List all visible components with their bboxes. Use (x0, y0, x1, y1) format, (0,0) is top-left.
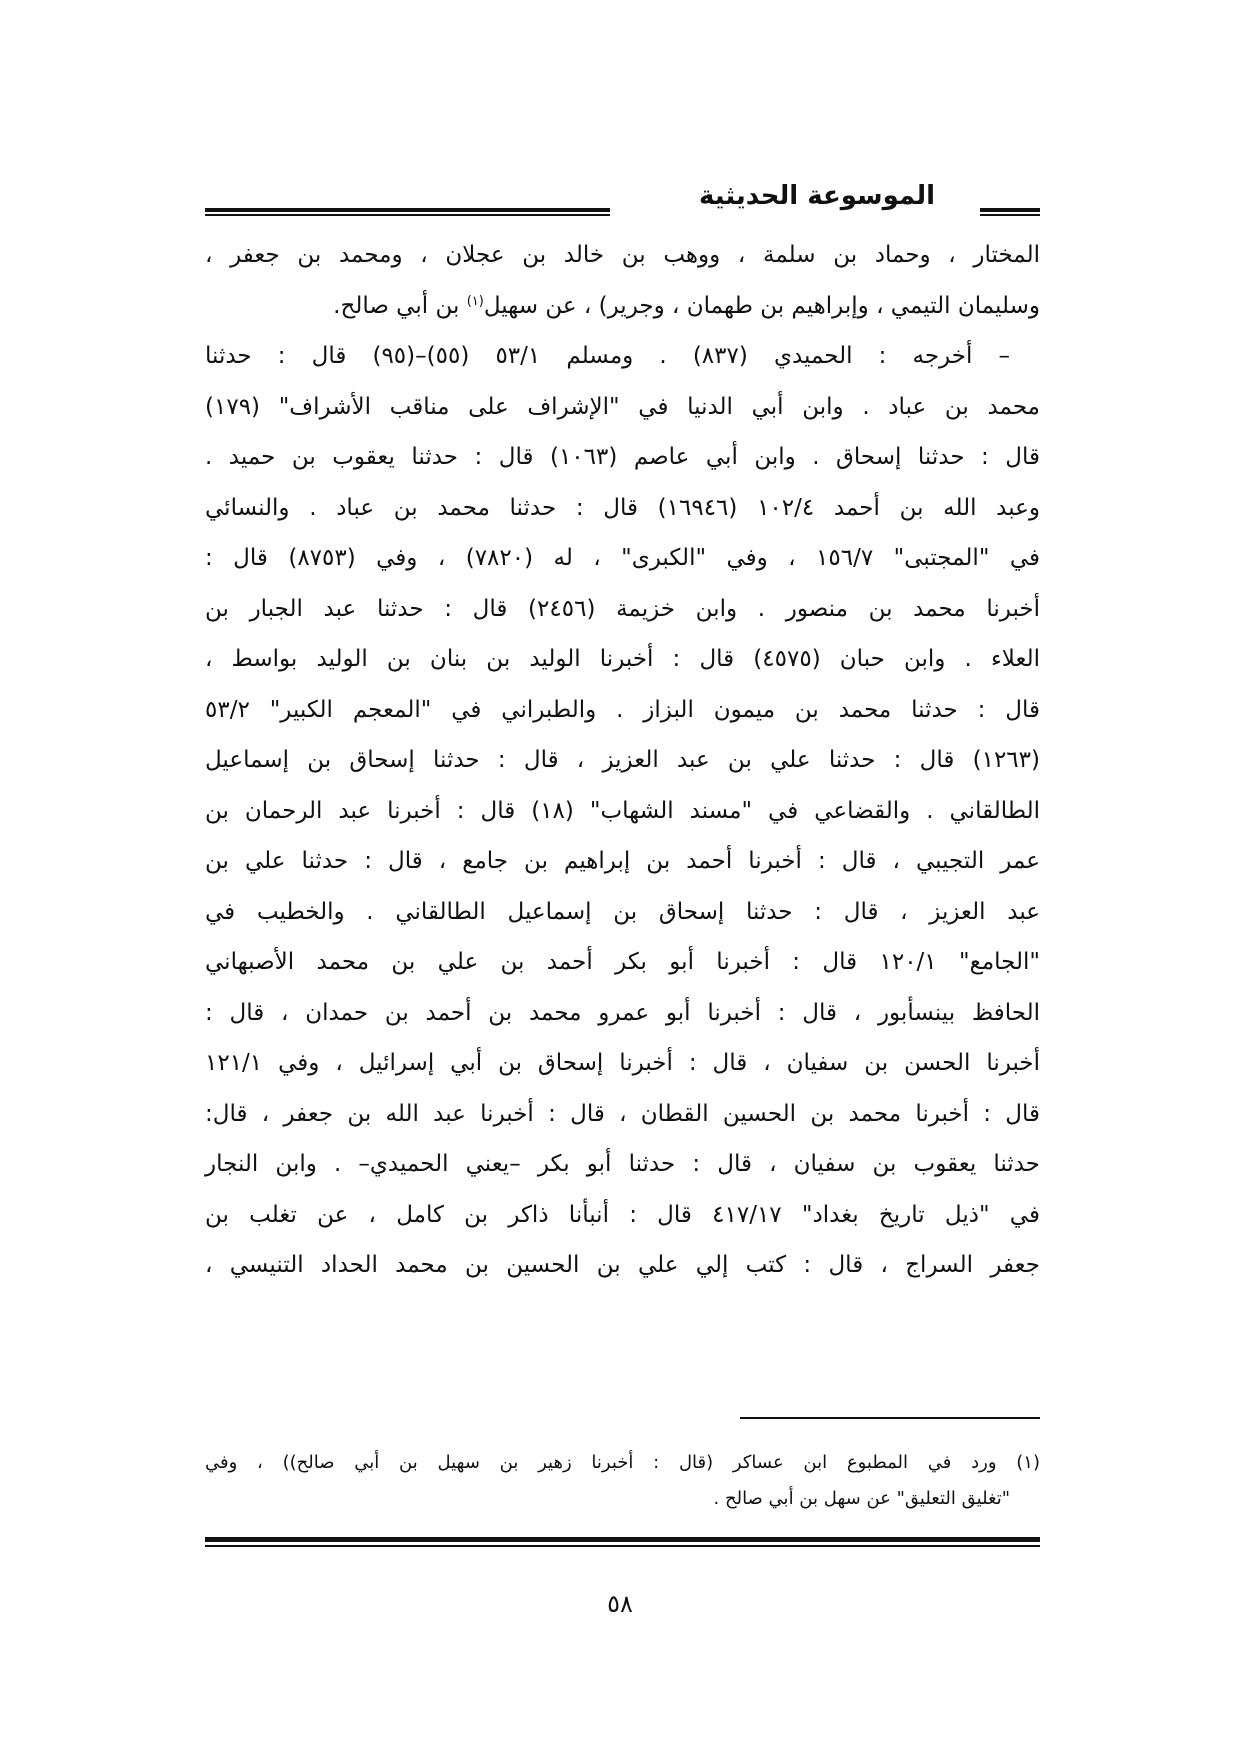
body-line: في "المجتبى" ١٥٦/٧ ، وفي "الكبرى" ، له (٧٨٢٠) ، وفي (٨٧٥٣) قال : (205, 545, 1041, 571)
body-line: عبد العزيز ، قال : حدثنا إسحاق بن إسماعيل الطالقاني . والخطيب في (205, 898, 1040, 925)
body-line: أخبرنا محمد بن منصور . وابن خزيمة (٢٤٥٦) قال : حدثنا عبد الجبار بن (205, 595, 1041, 622)
header-rule-right (980, 208, 1040, 212)
body-line (205, 281, 1040, 332)
body-line: الحافظ بينسأبور ، قال : أخبرنا أبو عمرو محمد بن أحمد بن حمدان ، قال : (205, 999, 1040, 1026)
bottom-rule (205, 1537, 1040, 1542)
body-line: قال : أخبرنا محمد بن الحسين القطان ، قال : أخبرنا عبد الله بن جعفر ، قال: (205, 1100, 1040, 1127)
header-rule-left (205, 208, 610, 212)
body-line: عمر التجيبي ، قال : أخبرنا أحمد بن إبراهيم بن جامع ، قال : حدثنا علي بن (205, 848, 1040, 874)
body-line-text: وسليمان التيمي ، وإبراهيم بن طهمان ، وجرير) ، عن سهيل (483, 292, 1040, 319)
body-line: – أخرجه : الحميدي (٨٣٧) . ومسلم ٥٣/١ (٥٥)–(٩٥) قال : حدثنا (205, 343, 1010, 369)
footnotes (205, 1445, 1040, 1517)
body-line: وعبد الله بن أحمد ١٠٢/٤ (١٦٩٤٦) قال : حدثنا محمد بن عباد . والنسائي (205, 494, 1040, 521)
footnote-line: (١) ورد في المطبوع ابن عساكر (قال : أخبرنا زهير بن سهيل بن أبي صالح)) ، وفي (205, 1452, 1040, 1473)
body-line: في "ذيل تاريخ بغداد" ٤١٧/١٧ قال : أنبأنا ذاكر بن كامل ، عن تغلب بن (205, 1201, 1040, 1228)
body-line: محمد بن عباد . وابن أبي الدنيا في "الإشراف على مناقب الأشراف" (١٧٩) (205, 393, 1040, 420)
body-line: أخبرنا الحسن بن سفيان ، قال : أخبرنا إسحاق بن أبي إسرائيل ، وفي ١٢١/١ (205, 1050, 1040, 1076)
body-line: (١٢٦٣) قال : حدثنا علي بن عبد العزيز ، قال : حدثنا إسحاق بن إسماعيل (205, 747, 1040, 773)
page-number: ٥٨ (607, 1590, 633, 1618)
footnote-line: "تغليق التعليق" عن سهل بن أبي صالح . (713, 1488, 1010, 1509)
header-title: الموسوعة الحديثية (689, 178, 945, 214)
body-line: حدثنا يعقوب بن سفيان ، قال : حدثنا أبو بكر –يعني الحميدي– . وابن النجار (205, 1151, 1040, 1177)
body-line: "الجامع" ١٢٠/١ قال : أخبرنا أبو بكر أحمد بن علي بن محمد الأصبهاني (205, 949, 1040, 975)
body-line-tail: بن أبي صالح. (333, 292, 467, 319)
body-line: جعفر السراج ، قال : كتب إلي علي بن الحسين بن محمد الحداد التنيسي ، (205, 1252, 1040, 1278)
body-text (205, 230, 1040, 1291)
body-line: قال : حدثنا محمد بن ميمون البزاز . والطبراني في "المعجم الكبير" ٥٣/٢ (205, 696, 1040, 723)
footnote-separator (740, 1417, 1040, 1419)
body-line: قال : حدثنا إسحاق . وابن أبي عاصم (١٠٦٣) قال : حدثنا يعقوب بن حميد . (205, 444, 1040, 470)
body-line: الطالقاني . والقضاعي في "مسند الشهاب" (١٨) قال : أخبرنا عبد الرحمان بن (205, 797, 1040, 824)
body-line: المختار ، وحماد بن سلمة ، ووهب بن خالد بن عجلان ، ومحمد بن جعفر ، (205, 242, 1040, 268)
body-line: العلاء . وابن حبان (٤٥٧٥) قال : أخبرنا الوليد بن بنان بن الوليد بواسط ، (205, 646, 1040, 672)
footnote-marker[interactable]: (١) (466, 293, 484, 309)
running-header (205, 178, 1040, 228)
